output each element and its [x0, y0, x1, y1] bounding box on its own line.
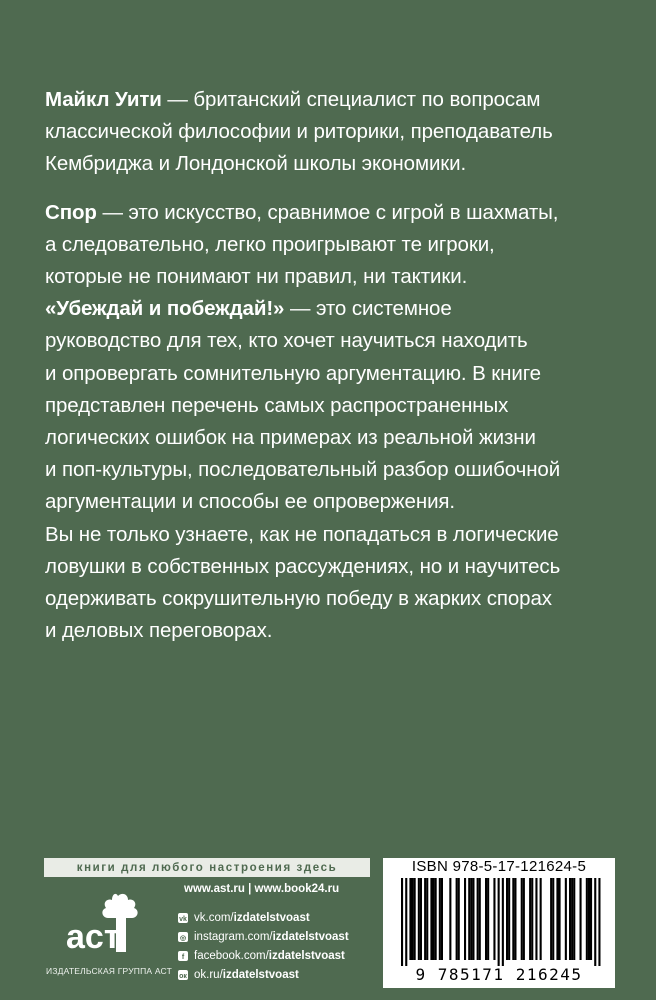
barcode-digits: 9 785171 216245 [415, 965, 583, 984]
text-line [45, 390, 625, 422]
text-line [45, 615, 625, 647]
ast-logo-icon [56, 890, 166, 964]
barcode-bar [409, 878, 411, 960]
barcode-bar [420, 878, 422, 960]
barcode-bar [598, 878, 600, 966]
barcode-bar [529, 878, 531, 960]
barcode-bar [531, 878, 533, 960]
barcode-bar [405, 878, 407, 966]
line-text: и опровергать сомнительную аргументацию. В книге [45, 361, 541, 385]
barcode-bar [424, 878, 426, 960]
barcode-bar [412, 878, 414, 960]
barcode-bar [426, 878, 428, 960]
barcode-bar [535, 878, 537, 960]
barcode-bar [441, 878, 443, 960]
barcode-bar [485, 878, 487, 960]
line-text: представлен перечень самых распространенных [45, 393, 509, 417]
barcode-bar [477, 878, 479, 960]
text-line [45, 229, 625, 261]
line-text: — британский специалист по вопросам [161, 88, 541, 111]
barcode-bar [565, 878, 567, 960]
barcode-bar [573, 878, 575, 960]
social-link[interactable] [178, 946, 349, 965]
bold-phrase: Спор [45, 200, 97, 224]
line-text: и поп-культуры, последовательный разбор ошибочной [45, 458, 561, 482]
barcode-bar [430, 878, 432, 960]
svg-text:vk: vk [179, 915, 187, 923]
text-line [45, 454, 625, 486]
barcode-bar [588, 878, 590, 960]
barcode-bar [401, 878, 403, 966]
barcode-bar [571, 878, 573, 960]
barcode-bar [550, 878, 552, 960]
line-text: которые не понимают ни правил, ни тактики. [45, 265, 468, 289]
barcode-bar [569, 878, 571, 960]
barcode-bar [523, 878, 525, 960]
text-line [45, 116, 625, 148]
social-domain: instagram.com/ [194, 930, 273, 943]
barcode-icon [389, 878, 609, 966]
line-text: — это искусство, сравнимое с игрой в шахматы, [96, 200, 559, 224]
barcode-bar [556, 878, 558, 960]
text-line [45, 293, 625, 325]
barcode-bar [559, 878, 561, 960]
social-domain: facebook.com/ [194, 949, 269, 962]
instagram-icon [178, 932, 188, 942]
barcode-bar [487, 878, 489, 960]
barcode-bar [470, 878, 472, 960]
social-link[interactable] [178, 965, 349, 984]
ast-logo [56, 890, 166, 964]
social-handle: izdatelstvoast [233, 911, 310, 924]
barcode-bar [506, 878, 508, 960]
svg-text:◎: ◎ [179, 934, 187, 942]
line-text: руководство для тех, кто хочет научиться находить [45, 329, 528, 353]
text-line [45, 583, 625, 615]
websites[interactable]: www.ast.ru | www.book24.ru [184, 883, 340, 895]
barcode-bar [479, 878, 481, 960]
barcode-bar [439, 878, 441, 960]
line-text: — это системное [284, 297, 452, 321]
barcode-bar [449, 878, 451, 960]
barcode-bar [540, 878, 542, 960]
isbn-number: ISBN 978-5-17-121624-5 [411, 858, 587, 875]
barcode-bar [468, 878, 470, 960]
vk-icon [178, 913, 188, 923]
text-line [45, 148, 625, 180]
svg-text:f: f [181, 953, 185, 961]
text-line [45, 519, 625, 551]
tagline-banner [44, 858, 370, 877]
line-text: логических ошибок на примерах из реальной жизни [45, 426, 536, 450]
line-text: классической философии и риторики, преподаватель [45, 120, 553, 144]
barcode-bar [580, 878, 582, 960]
barcode-bar [435, 878, 437, 960]
barcode-bar [493, 878, 495, 960]
line-text: аргументации и способы ее опровержения. [45, 490, 456, 514]
social-handle: izdatelstvoast [272, 930, 349, 943]
line-text: Вы не только узнаете, как не попадаться в логические [45, 522, 559, 546]
annotation-text [45, 84, 625, 663]
text-line [45, 325, 625, 357]
bold-phrase: Майкл Уити [45, 88, 162, 111]
social-handle: izdatelstvoast [268, 949, 345, 962]
social-link[interactable] [178, 908, 349, 927]
paragraph [45, 197, 625, 648]
text-line [45, 261, 625, 293]
barcode-bar [590, 878, 592, 960]
barcode-bar [514, 878, 516, 960]
line-text: а следовательно, легко проигрывают те игроки, [45, 232, 495, 256]
social-handle: izdatelstvoast [222, 968, 299, 981]
odnoklassniki-icon [178, 970, 188, 980]
line-text: Кембриджа и Лондонской школы экономики. [45, 152, 467, 176]
publisher-imprint: ИЗДАТЕЛЬСКАЯ ГРУППА АСТ [46, 966, 172, 976]
barcode-bar [508, 878, 510, 960]
barcode-bar [586, 878, 588, 960]
social-domain: ok.ru/ [194, 968, 223, 981]
line-text: одерживать сокрушительную победу в жарких спорах [45, 587, 552, 611]
barcode-bar [458, 878, 460, 960]
social-domain: vk.com/ [194, 911, 234, 924]
social-link[interactable] [178, 927, 349, 946]
barcode-bar [512, 878, 514, 960]
paragraph [45, 84, 625, 181]
barcode-bar [456, 878, 458, 960]
bold-phrase: «Убеждай и побеждай!» [45, 297, 285, 321]
text-line [45, 422, 625, 454]
barcode-bar [498, 878, 500, 966]
text-line [45, 551, 625, 583]
facebook-icon [178, 951, 188, 961]
barcode-bar [464, 878, 466, 960]
logo-text: аст [66, 918, 121, 956]
barcode-block [383, 858, 615, 988]
text-line [45, 358, 625, 390]
text-line [45, 197, 625, 229]
barcode-bar [521, 878, 523, 960]
barcode-bar [472, 878, 474, 960]
barcode-bar [414, 878, 416, 960]
line-text: ловушки в собственных рассуждениях, но и научитесь [45, 554, 561, 578]
barcode-bar [594, 878, 596, 966]
text-line [45, 486, 625, 518]
tagline-text: книги для любого настроения здесь [76, 861, 338, 874]
line-text: и деловых переговорах. [45, 619, 273, 643]
barcode-bar [418, 878, 420, 960]
barcode-bar [433, 878, 435, 960]
barcode-bar [552, 878, 554, 960]
text-line [45, 84, 625, 116]
social-links [178, 908, 349, 984]
barcode-bar [502, 878, 504, 966]
svg-text:ок: ок [179, 972, 187, 980]
